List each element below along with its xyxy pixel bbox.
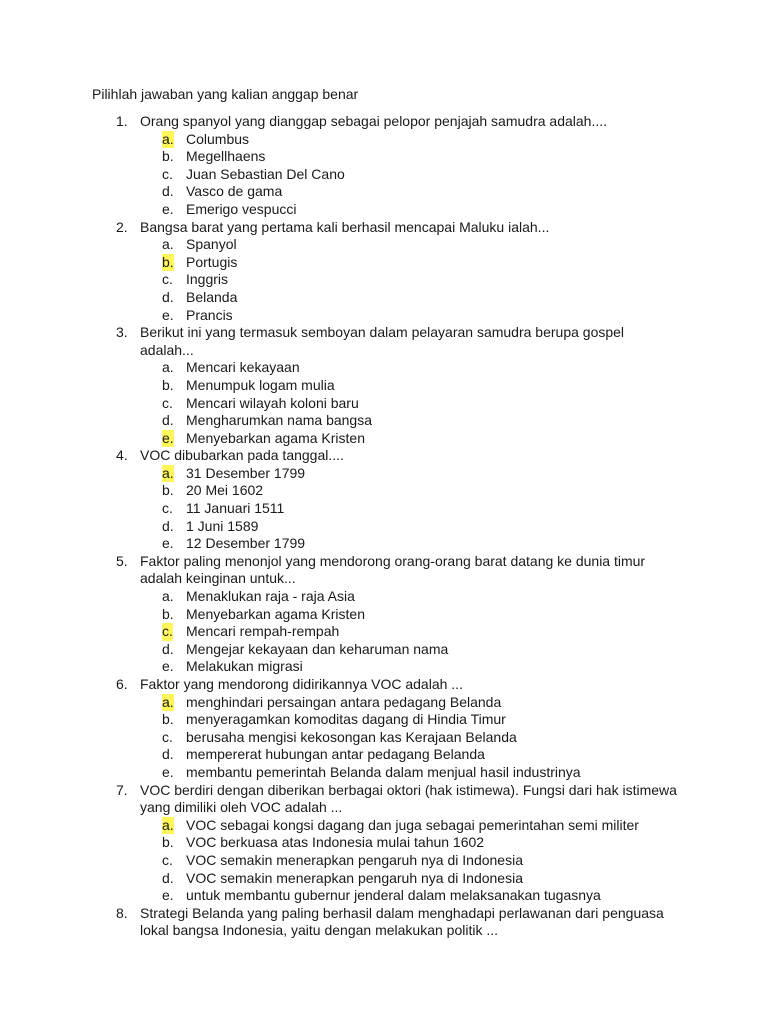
option-text: membantu pemerintah Belanda dalam menjual hasil industrinya	[186, 763, 581, 780]
option-letter: d.	[162, 640, 174, 657]
answer-option	[0, 623, 768, 641]
option-letter: c.	[162, 394, 173, 411]
option-text: Spanyol	[186, 236, 237, 253]
option-list	[0, 588, 768, 676]
highlighted-answer-letter: a.	[162, 816, 174, 833]
option-text: 11 Januari 1511	[186, 500, 285, 517]
question-text: Strategi Belanda yang paling berhasil dalam menghadapi perlawanan dari penguasa lokal bangsa Indonesia, yaitu dengan melakukan politik ...	[140, 904, 664, 939]
option-letter: d.	[162, 412, 174, 429]
option-letter: e.	[162, 887, 174, 904]
option-text: Mencari wilayah koloni baru	[186, 394, 359, 411]
answer-option	[0, 395, 768, 413]
option-letter: e.	[162, 306, 174, 323]
answer-option	[0, 307, 768, 325]
answer-option	[0, 131, 768, 149]
option-text: Megellhaens	[186, 148, 266, 165]
highlighted-answer-letter: c.	[162, 623, 173, 640]
answer-option	[0, 729, 768, 747]
question-item	[0, 782, 768, 905]
option-letter: e.	[162, 200, 174, 217]
option-text: Juan Sebastian Del Cano	[186, 165, 345, 182]
question-number: 3.	[116, 324, 128, 341]
question-item	[0, 219, 768, 325]
question-text: Faktor paling menonjol yang mendorong orang-orang barat datang ke dunia timur adalah keinginan untuk...	[140, 552, 646, 587]
option-letter: d.	[162, 288, 174, 305]
option-letter: d.	[162, 746, 174, 763]
answer-option	[0, 870, 768, 888]
option-text: Emerigo vespucci	[186, 200, 297, 217]
option-letter: c.	[162, 728, 173, 745]
option-list	[0, 236, 768, 324]
option-text: Mencari kekayaan	[186, 359, 300, 376]
answer-option	[0, 271, 768, 289]
answer-option	[0, 834, 768, 852]
option-text: Prancis	[186, 306, 233, 323]
option-text: menghindari persaingan antara pedagang Belanda	[186, 693, 502, 710]
option-letter: c.	[162, 165, 173, 182]
option-text: Mengharumkan nama bangsa	[186, 412, 373, 429]
answer-option	[0, 641, 768, 659]
option-letter: d.	[162, 183, 174, 200]
option-text: Mencari rempah-rempah	[186, 623, 340, 640]
answer-option	[0, 606, 768, 624]
option-letter: e.	[162, 658, 174, 675]
answer-option	[0, 377, 768, 395]
answer-option	[0, 254, 768, 272]
option-letter: d.	[162, 517, 174, 534]
option-list	[0, 694, 768, 782]
question-number: 7.	[116, 781, 128, 798]
answer-option	[0, 412, 768, 430]
question-item	[0, 447, 768, 553]
option-text: Belanda	[186, 288, 238, 305]
option-text: VOC berkuasa atas Indonesia mulai tahun 1602	[186, 834, 485, 851]
question-item	[0, 113, 768, 219]
option-letter: b.	[162, 148, 174, 165]
answer-option	[0, 588, 768, 606]
question-item	[0, 553, 768, 676]
option-text: Melakukan migrasi	[186, 658, 303, 675]
answer-option	[0, 887, 768, 905]
option-text: Menumpuk logam mulia	[186, 376, 335, 393]
option-text: VOC semakin menerapkan pengaruh nya di Indonesia	[186, 851, 523, 868]
option-text: menyeragamkan komoditas dagang di Hindia Timur	[186, 711, 506, 728]
option-letter: c.	[162, 500, 173, 517]
answer-option	[0, 482, 768, 500]
option-text: Menyebarkan agama Kristen	[186, 605, 365, 622]
option-text: Menaklukan raja - raja Asia	[186, 588, 355, 605]
option-letter: b.	[162, 376, 174, 393]
option-letter: c.	[162, 851, 173, 868]
question-number: 1.	[116, 113, 128, 129]
question-text: Bangsa barat yang pertama kali berhasil mencapai Maluku ialah...	[140, 218, 550, 235]
answer-option	[0, 711, 768, 729]
answer-option	[0, 535, 768, 553]
option-text: Inggris	[186, 271, 229, 288]
answer-option	[0, 183, 768, 201]
question-item	[0, 676, 768, 782]
answer-option	[0, 764, 768, 782]
answer-option	[0, 236, 768, 254]
highlighted-answer-letter: a.	[162, 693, 174, 710]
option-text: Mengejar kekayaan dan keharuman nama	[186, 640, 449, 657]
answer-option	[0, 148, 768, 166]
answer-option	[0, 746, 768, 764]
question-text: VOC dibubarkan pada tanggal....	[140, 447, 344, 464]
highlighted-answer-letter: b.	[162, 253, 174, 270]
option-text: Columbus	[186, 130, 250, 147]
highlighted-answer-letter: a.	[162, 464, 174, 481]
option-letter: b.	[162, 834, 174, 851]
option-letter: a.	[162, 236, 174, 253]
option-letter: e.	[162, 763, 174, 780]
option-text: mempererat hubungan antar pedagang Belanda	[186, 746, 485, 763]
question-number: 5.	[116, 552, 128, 569]
answer-option	[0, 518, 768, 536]
option-list	[0, 359, 768, 447]
option-list	[0, 465, 768, 553]
option-letter: c.	[162, 271, 173, 288]
highlighted-answer-letter: a.	[162, 130, 174, 147]
answer-option	[0, 201, 768, 219]
answer-option	[0, 430, 768, 448]
answer-option	[0, 852, 768, 870]
option-text: 20 Mei 1602	[186, 482, 264, 499]
option-list	[0, 817, 768, 905]
question-text: Orang spanyol yang dianggap sebagai pelopor penjajah samudra adalah....	[140, 113, 608, 129]
answer-option	[0, 289, 768, 307]
question-item	[0, 905, 768, 940]
question-number: 6.	[116, 676, 128, 692]
question-text: Faktor yang mendorong didirikannya VOC adalah ...	[140, 676, 463, 692]
answer-option	[0, 694, 768, 712]
option-text: Menyebarkan agama Kristen	[186, 429, 365, 446]
instruction-text: Pilihlah jawaban yang kalian anggap benar	[92, 86, 359, 102]
option-text: untuk membantu gubernur jenderal dalam melaksanakan tugasnya	[186, 887, 601, 904]
question-text: Berikut ini yang termasuk semboyan dalam pelayaran samudra berupa gospel adalah...	[140, 324, 625, 358]
option-text: berusaha mengisi kekosongan kas Kerajaan Belanda	[186, 728, 517, 745]
answer-option	[0, 500, 768, 518]
question-list	[0, 113, 768, 940]
answer-option	[0, 658, 768, 676]
option-text: Vasco de gama	[186, 183, 283, 200]
option-text: 1 Juni 1589	[186, 517, 259, 534]
question-number: 8.	[116, 904, 128, 921]
option-text: VOC semakin menerapkan pengaruh nya di Indonesia	[186, 869, 523, 886]
option-text: 12 Desember 1799	[186, 535, 306, 552]
option-letter: e.	[162, 535, 174, 552]
option-text: Portugis	[186, 253, 238, 270]
option-letter: d.	[162, 869, 174, 886]
question-number: 2.	[116, 218, 128, 235]
option-letter: b.	[162, 711, 174, 728]
highlighted-answer-letter: e.	[162, 429, 174, 446]
question-item	[0, 324, 768, 447]
option-text: VOC sebagai kongsi dagang dan juga sebagai pemerintahan semi militer	[186, 816, 639, 833]
option-letter: b.	[162, 482, 174, 499]
answer-option	[0, 817, 768, 835]
answer-option	[0, 465, 768, 483]
question-text: VOC berdiri dengan diberikan berbagai oktori (hak istimewa). Fungsi dari hak istimewa yang dimiliki oleh VOC adalah ...	[140, 781, 677, 816]
question-number: 4.	[116, 447, 128, 464]
option-letter: a.	[162, 588, 174, 605]
option-list	[0, 131, 768, 219]
option-letter: a.	[162, 359, 174, 376]
answer-option	[0, 359, 768, 377]
answer-option	[0, 166, 768, 184]
option-text: 31 Desember 1799	[186, 464, 306, 481]
option-letter: b.	[162, 605, 174, 622]
